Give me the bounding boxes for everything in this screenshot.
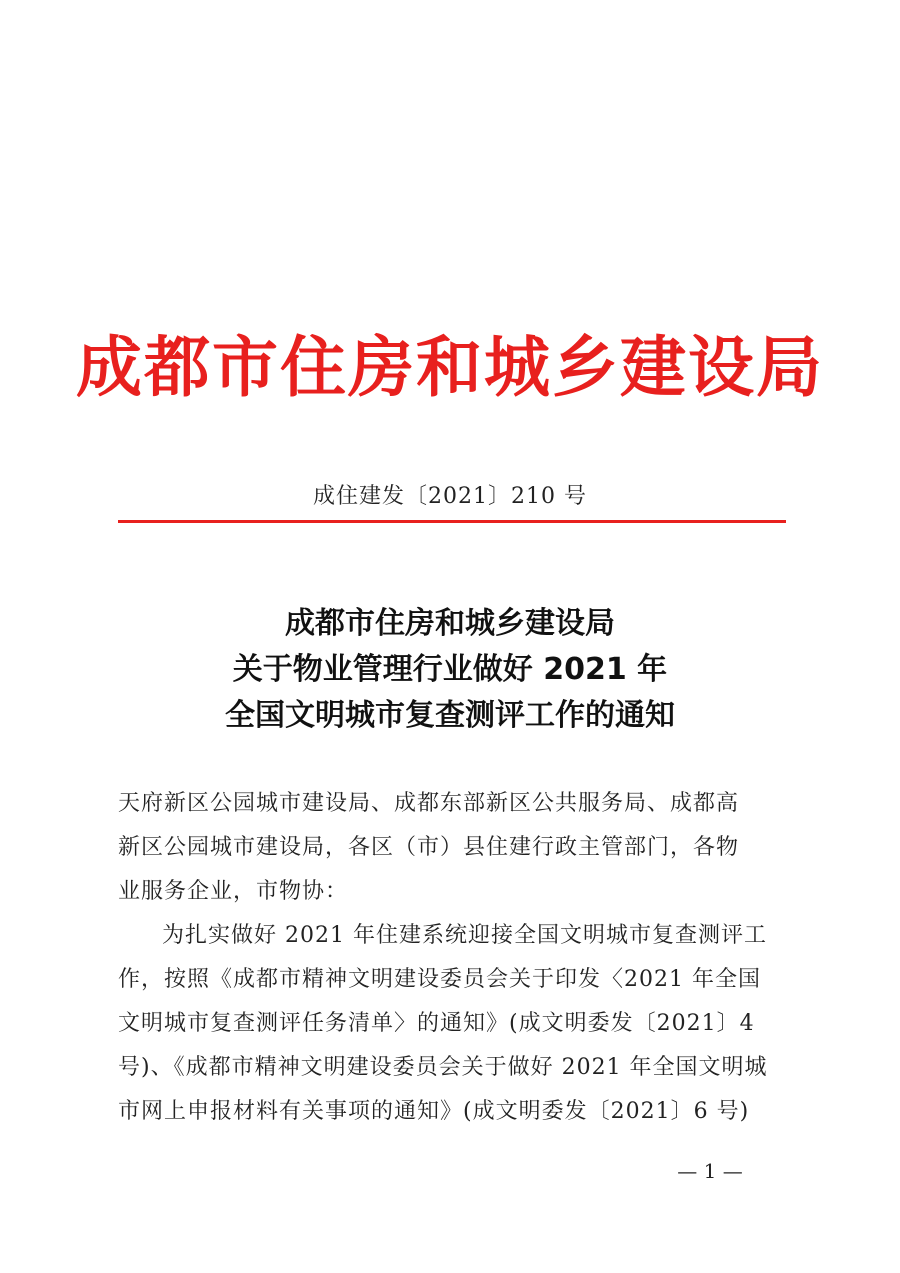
red-separator-rule <box>118 520 786 523</box>
recipients-line: 天府新区公园城市建设局、成都东部新区公共服务局、成都高 <box>118 791 740 816</box>
title-line-2: 关于物业管理行业做好 2021 年 <box>232 652 668 687</box>
paragraph-line: 号)、《成都市精神文明建设委员会关于做好 2021 年全国文明城 <box>118 1055 768 1080</box>
title-line-1: 成都市住房和城乡建设局 <box>285 606 615 641</box>
paragraph-line: 文明城市复查测评任务清单〉的通知》(成文明委发〔2021〕4 <box>118 1011 755 1036</box>
masthead-issuer: 成都市住房和城乡建设局 <box>76 329 824 406</box>
paragraph-line: 为扎实做好 2021 年住建系统迎接全国文明城市复查测评工 <box>162 923 767 948</box>
paragraph-line: 市网上申报材料有关事项的通知》(成文明委发〔2021〕6 号) <box>118 1099 750 1124</box>
recipients-line: 新区公园城市建设局，各区（市）县住建行政主管部门，各物 <box>118 835 740 860</box>
document-number: 成住建发〔2021〕210 号 <box>313 484 587 509</box>
title-line-3: 全国文明城市复查测评工作的通知 <box>225 698 675 733</box>
document-title <box>0 601 900 739</box>
recipients-line: 业服务企业，市物协： <box>118 879 349 904</box>
paragraph-line: 作，按照《成都市精神文明建设委员会关于印发〈2021 年全国 <box>118 967 761 992</box>
page-number: — 1 — <box>677 1159 743 1183</box>
document-body <box>118 782 784 1134</box>
